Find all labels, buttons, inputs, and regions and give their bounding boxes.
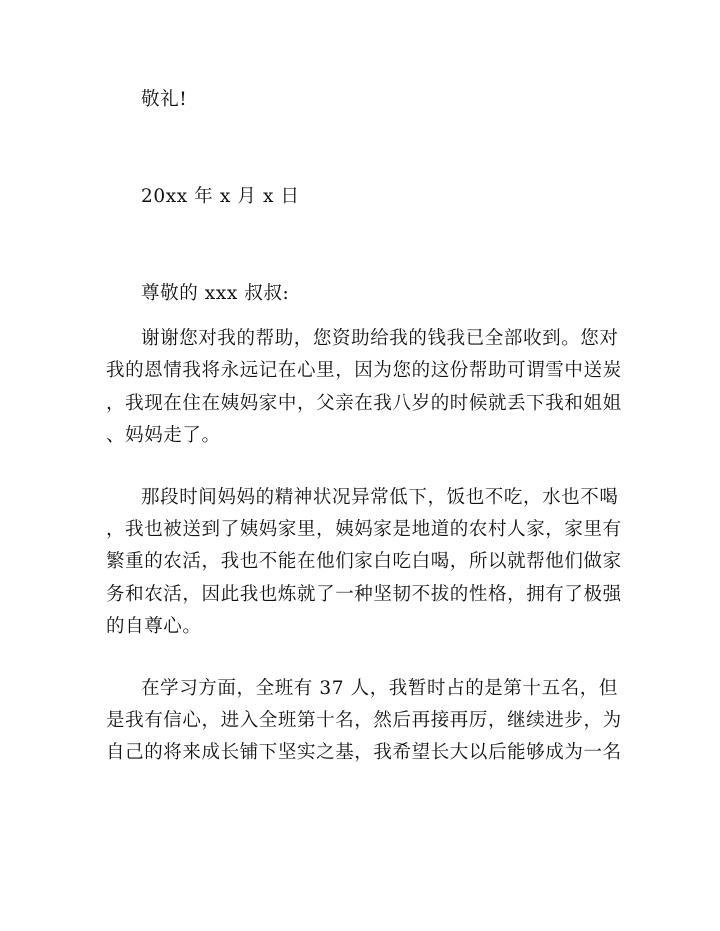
paragraph-2-line-4: 务和农活，因此我也炼就了一种坚韧不拔的性格，拥有了极强 bbox=[106, 584, 622, 605]
paragraph-1-line-1: 谢谢您对我的帮助，您资助给我的钱我已全部收到。您对 bbox=[141, 328, 619, 349]
salutation-line: 尊敬的 xxx 叔叔: bbox=[141, 283, 290, 304]
paragraph-1-line-2: 我的恩情我将永远记在心里，因为您的这份帮助可谓雪中送炭 bbox=[106, 360, 622, 381]
closing-line: 敬礼! bbox=[141, 89, 188, 110]
paragraph-3-line-2: 是我有信心，进入全班第十名，然后再接再厉，继续进步，为 bbox=[106, 710, 622, 731]
paragraph-2-line-1: 那段时间妈妈的精神状况异常低下，饭也不吃，水也不喝 bbox=[141, 487, 619, 508]
paragraph-3-line-1: 在学习方面，全班有 37 人，我暂时占的是第十五名，但 bbox=[141, 678, 619, 699]
paragraph-2-line-2: ，我也被送到了姨妈家里，姨妈家是地道的农村人家，家里有 bbox=[106, 519, 622, 540]
paragraph-2-line-3: 繁重的农活，我也不能在他们家白吃白喝，所以就帮他们做家 bbox=[106, 551, 622, 572]
paragraph-2-line-5: 的自尊心。 bbox=[106, 616, 202, 637]
paragraph-3-line-3: 自己的将来成长铺下坚实之基，我希望长大以后能够成为一名 bbox=[106, 742, 622, 763]
paragraph-1-line-4: 、妈妈走了。 bbox=[106, 425, 221, 446]
paragraph-1-line-3: ，我现在住在姨妈家中，父亲在我八岁的时候就丢下我和姐姐 bbox=[106, 393, 622, 414]
date-line: 20xx 年 x 月 x 日 bbox=[141, 186, 300, 207]
